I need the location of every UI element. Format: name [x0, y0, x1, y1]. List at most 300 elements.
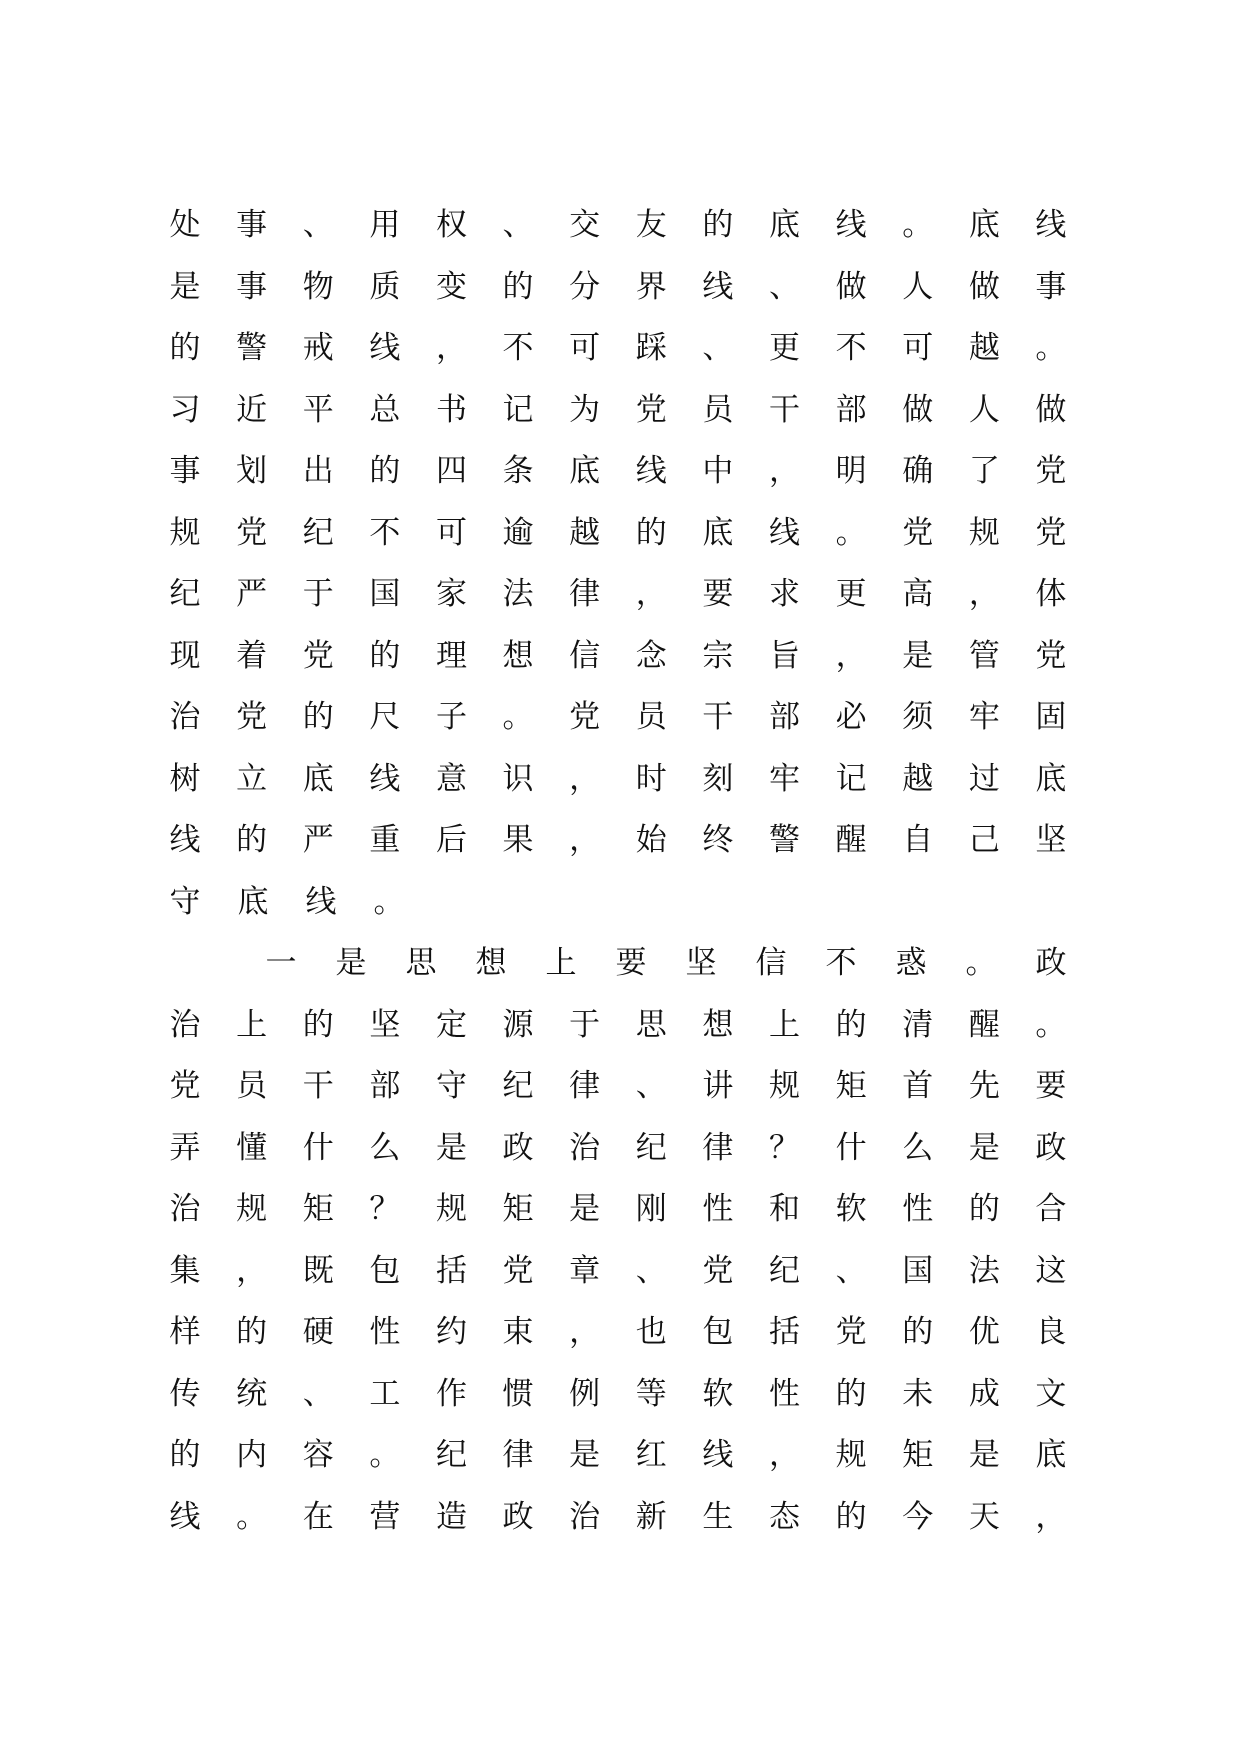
text-char: 高 — [902, 576, 934, 612]
text-char: 政 — [502, 1498, 534, 1535]
text-line — [168, 1497, 1068, 1559]
text-char: 、 — [768, 268, 800, 305]
text-char: 容 — [302, 1437, 334, 1473]
text-char: 成 — [968, 1375, 1000, 1412]
text-line — [168, 390, 1068, 452]
text-char: 的 — [835, 1375, 867, 1412]
text-char: 是 — [569, 1437, 601, 1473]
text-char: 记 — [502, 391, 534, 428]
text-char: 做 — [1035, 391, 1067, 428]
text-char: 用 — [369, 207, 401, 243]
text-char: 今 — [902, 1498, 934, 1535]
text-char: 思 — [405, 945, 437, 981]
text-char: 天 — [968, 1498, 1000, 1535]
text-char: 、 — [302, 207, 334, 243]
text-char: 确 — [902, 453, 934, 489]
text-char: 意 — [435, 760, 467, 797]
text-char: 矩 — [902, 1437, 934, 1473]
text-char: 理 — [435, 637, 467, 674]
text-char: 优 — [968, 1314, 1000, 1350]
text-char: 于 — [302, 576, 334, 612]
text-char: 。 — [502, 699, 534, 735]
body-text — [168, 205, 1068, 1558]
text-char: 为 — [569, 391, 601, 428]
text-char: 党 — [1035, 453, 1067, 489]
text-char: 线 — [369, 330, 401, 366]
text-char: 立 — [236, 760, 268, 797]
text-char: 惑 — [895, 945, 927, 981]
text-char: 界 — [635, 268, 667, 305]
text-char: ， — [1035, 1498, 1067, 1535]
text-char: 线 — [635, 453, 667, 489]
text-char: 规 — [835, 1437, 867, 1473]
text-char: 传 — [169, 1375, 201, 1412]
text-char: 生 — [702, 1498, 734, 1535]
text-char: 质 — [369, 268, 401, 305]
text-char: 规 — [169, 514, 201, 551]
text-char: 的 — [169, 330, 201, 366]
text-char: 良 — [1035, 1314, 1067, 1350]
text-char: 可 — [902, 330, 934, 366]
text-char: 过 — [968, 760, 1000, 797]
text-char: 党 — [702, 1252, 734, 1289]
text-char: ， — [968, 576, 1000, 612]
text-char: 不 — [502, 330, 534, 366]
text-char: 终 — [702, 822, 734, 858]
text-char: 党 — [236, 514, 268, 551]
text-char: 不 — [369, 514, 401, 551]
text-char: 源 — [502, 1006, 534, 1043]
text-char: 中 — [702, 453, 734, 489]
text-char: 处 — [169, 207, 201, 243]
text-char: 新 — [635, 1498, 667, 1535]
text-char: 治 — [569, 1498, 601, 1535]
text-char: 牢 — [968, 699, 1000, 735]
text-char: 的 — [968, 1191, 1000, 1227]
text-char: 上 — [545, 945, 577, 981]
text-char: 文 — [1035, 1375, 1067, 1412]
text-char: 不 — [825, 945, 857, 981]
text-char: 念 — [635, 637, 667, 674]
text-char: 须 — [902, 699, 934, 735]
text-char: 事 — [236, 207, 268, 243]
text-char: ， — [835, 637, 867, 674]
text-char: 纪 — [169, 576, 201, 612]
text-char: 更 — [835, 576, 867, 612]
text-char: 友 — [635, 207, 667, 243]
text-char: 着 — [236, 637, 268, 674]
text-char: 条 — [502, 453, 534, 489]
text-char: 尺 — [369, 699, 401, 735]
text-char: 党 — [1035, 637, 1067, 674]
text-line — [168, 1005, 1068, 1067]
text-char: 始 — [635, 822, 667, 858]
text-char: 括 — [435, 1252, 467, 1289]
text-char: 分 — [569, 268, 601, 305]
text-char: 线 — [305, 883, 337, 920]
text-char: 线 — [169, 822, 201, 858]
text-char: 重 — [369, 822, 401, 858]
text-char: 线 — [369, 760, 401, 797]
text-char: 上 — [768, 1006, 800, 1043]
text-char: 了 — [968, 453, 1000, 489]
text-line — [168, 1066, 1068, 1128]
text-char: 四 — [435, 453, 467, 489]
text-char: 。 — [902, 207, 934, 243]
text-char: 律 — [569, 1068, 601, 1104]
text-char: 统 — [236, 1375, 268, 1412]
text-char: 事 — [169, 453, 201, 489]
text-line — [168, 1189, 1068, 1251]
text-char: 记 — [835, 760, 867, 797]
text-char: ， — [635, 576, 667, 612]
text-char: 越 — [968, 330, 1000, 366]
text-char: 党 — [835, 1314, 867, 1350]
text-char: 党 — [569, 699, 601, 735]
text-char: 的 — [369, 637, 401, 674]
text-char: 性 — [369, 1314, 401, 1350]
text-char: 刻 — [702, 760, 734, 797]
text-char: 约 — [435, 1314, 467, 1350]
text-line — [168, 1374, 1068, 1436]
text-line — [168, 820, 1068, 882]
text-char: 不 — [835, 330, 867, 366]
text-char: 于 — [569, 1006, 601, 1043]
text-char: 的 — [835, 1498, 867, 1535]
text-line — [168, 636, 1068, 698]
text-char: 权 — [435, 207, 467, 243]
text-line — [168, 574, 1068, 636]
text-char: 可 — [569, 330, 601, 366]
text-char: ？ — [369, 1191, 401, 1227]
text-char: 党 — [635, 391, 667, 428]
text-char: 坚 — [369, 1006, 401, 1043]
text-char: 律 — [502, 1437, 534, 1473]
text-char: 软 — [835, 1191, 867, 1227]
text-char: 牢 — [768, 760, 800, 797]
text-char: 员 — [702, 391, 734, 428]
text-char: 信 — [569, 637, 601, 674]
text-char: 习 — [169, 391, 201, 428]
text-line — [168, 451, 1068, 513]
text-line-indented — [168, 943, 1068, 1005]
text-char: 要 — [615, 945, 647, 981]
text-char: 性 — [902, 1191, 934, 1227]
text-char: 底 — [702, 514, 734, 551]
text-char: 思 — [635, 1006, 667, 1043]
text-char: 党 — [1035, 514, 1067, 551]
text-char: 造 — [435, 1498, 467, 1535]
text-char: 想 — [475, 945, 507, 981]
text-char: 纪 — [435, 1437, 467, 1473]
text-char: 逾 — [502, 514, 534, 551]
text-char: 员 — [635, 699, 667, 735]
text-char: 。 — [965, 945, 997, 981]
text-char: 做 — [902, 391, 934, 428]
text-char: 可 — [435, 514, 467, 551]
text-char: 政 — [1035, 1129, 1067, 1166]
text-char: 定 — [435, 1006, 467, 1043]
text-char: 性 — [702, 1191, 734, 1227]
text-char: 国 — [369, 576, 401, 612]
text-char: 警 — [768, 822, 800, 858]
text-char: 的 — [236, 822, 268, 858]
text-char: 变 — [435, 268, 467, 305]
text-char: 明 — [835, 453, 867, 489]
text-char: 束 — [502, 1314, 534, 1350]
text-char: 线 — [702, 1437, 734, 1473]
text-char: 规 — [768, 1068, 800, 1104]
text-char: 必 — [835, 699, 867, 735]
text-char: 样 — [169, 1314, 201, 1350]
text-char: 事 — [236, 268, 268, 305]
text-line — [168, 1435, 1068, 1497]
text-char: 法 — [502, 576, 534, 612]
text-char: 底 — [768, 207, 800, 243]
text-char: 底 — [1035, 760, 1067, 797]
text-line — [168, 1128, 1068, 1190]
text-char: 首 — [902, 1068, 934, 1104]
text-char: 。 — [1035, 330, 1067, 366]
text-line — [168, 267, 1068, 329]
text-char: 治 — [569, 1129, 601, 1166]
text-char: 总 — [369, 391, 401, 428]
text-char: 、 — [302, 1375, 334, 1412]
text-char: 出 — [302, 453, 334, 489]
text-char: 底 — [1035, 1437, 1067, 1473]
text-char: 是 — [569, 1191, 601, 1227]
text-char: 的 — [302, 699, 334, 735]
text-line — [168, 1312, 1068, 1374]
text-char: 党 — [502, 1252, 534, 1289]
text-char: 的 — [369, 453, 401, 489]
text-char: 。 — [373, 883, 405, 920]
text-char: 旨 — [768, 637, 800, 674]
text-char: 干 — [768, 391, 800, 428]
text-char: 弄 — [169, 1129, 201, 1166]
text-char: 体 — [1035, 576, 1067, 612]
text-char: 时 — [635, 760, 667, 797]
text-char: 部 — [768, 699, 800, 735]
text-char: 守 — [169, 883, 201, 920]
text-char: 干 — [702, 699, 734, 735]
text-char: ， — [569, 1314, 601, 1350]
text-char: 国 — [902, 1252, 934, 1289]
text-char: 治 — [169, 1006, 201, 1043]
text-char: 党 — [236, 699, 268, 735]
text-char: 守 — [435, 1068, 467, 1104]
text-char: 要 — [1035, 1068, 1067, 1104]
text-char: 后 — [435, 822, 467, 858]
text-char: 先 — [968, 1068, 1000, 1104]
text-char: 要 — [702, 576, 734, 612]
text-char: 纪 — [635, 1129, 667, 1166]
text-char: 划 — [236, 453, 268, 489]
text-line — [168, 513, 1068, 575]
text-line — [168, 759, 1068, 821]
text-char: 的 — [902, 1314, 934, 1350]
text-char: 做 — [835, 268, 867, 305]
text-char: 规 — [435, 1191, 467, 1227]
text-char: 是 — [435, 1129, 467, 1166]
text-char: 识 — [502, 760, 534, 797]
text-char: 现 — [169, 637, 201, 674]
text-char: ， — [569, 760, 601, 797]
text-char: 么 — [902, 1129, 934, 1166]
text-char: 想 — [502, 637, 534, 674]
text-char: 交 — [569, 207, 601, 243]
text-char: ？ — [768, 1129, 800, 1166]
text-char: 法 — [968, 1252, 1000, 1289]
text-char: 底 — [237, 883, 269, 920]
text-char: 矩 — [835, 1068, 867, 1104]
text-char: 警 — [236, 330, 268, 366]
text-char: 矩 — [502, 1191, 534, 1227]
text-char: ， — [569, 822, 601, 858]
text-char: 平 — [302, 391, 334, 428]
text-line — [168, 1251, 1068, 1313]
text-char: 是 — [968, 1437, 1000, 1473]
text-char: 越 — [569, 514, 601, 551]
text-char: 一 — [265, 945, 297, 981]
text-char: 做 — [968, 268, 1000, 305]
text-char: 。 — [835, 514, 867, 551]
text-char: 线 — [835, 207, 867, 243]
text-char: 懂 — [236, 1129, 268, 1166]
text-char: 的 — [702, 207, 734, 243]
text-char: 、 — [502, 207, 534, 243]
text-char: 括 — [768, 1314, 800, 1350]
text-char: 己 — [968, 822, 1000, 858]
text-char: 严 — [236, 576, 268, 612]
text-char: 集 — [169, 1252, 201, 1289]
text-char: 营 — [369, 1498, 401, 1535]
text-char: ， — [435, 330, 467, 366]
text-char: ， — [768, 453, 800, 489]
text-char: 矩 — [302, 1191, 334, 1227]
text-char: 的 — [236, 1314, 268, 1350]
text-char: 部 — [835, 391, 867, 428]
text-char: 什 — [835, 1129, 867, 1166]
text-char: 在 — [302, 1498, 334, 1535]
text-char: 也 — [635, 1314, 667, 1350]
text-char: 线 — [169, 1498, 201, 1535]
text-line — [168, 882, 1068, 944]
text-char: 底 — [569, 453, 601, 489]
text-char: 性 — [768, 1375, 800, 1412]
text-char: 作 — [435, 1375, 467, 1412]
text-char: 治 — [169, 699, 201, 735]
text-char: 党 — [169, 1068, 201, 1104]
text-char: 政 — [1035, 945, 1067, 981]
text-char: 宗 — [702, 637, 734, 674]
text-char: 书 — [435, 391, 467, 428]
text-char: ， — [768, 1437, 800, 1473]
text-char: 的 — [835, 1006, 867, 1043]
text-char: 么 — [369, 1129, 401, 1166]
text-char: 章 — [569, 1252, 601, 1289]
text-char: 物 — [302, 268, 334, 305]
text-char: 自 — [902, 822, 934, 858]
text-line — [168, 697, 1068, 759]
text-char: 、 — [635, 1068, 667, 1104]
text-char: 硬 — [302, 1314, 334, 1350]
text-char: 、 — [635, 1252, 667, 1289]
text-char: 子 — [435, 699, 467, 735]
text-char: 的 — [302, 1006, 334, 1043]
text-char: 醒 — [968, 1006, 1000, 1043]
text-char: 是 — [902, 637, 934, 674]
text-char: 治 — [169, 1191, 201, 1227]
text-char: 未 — [902, 1375, 934, 1412]
text-char: 什 — [302, 1129, 334, 1166]
text-char: 线 — [1035, 207, 1067, 243]
text-char: 坚 — [685, 945, 717, 981]
text-char: 等 — [635, 1375, 667, 1412]
text-char: 是 — [968, 1129, 1000, 1166]
text-char: 党 — [302, 637, 334, 674]
text-char: 员 — [236, 1068, 268, 1104]
text-char: 包 — [369, 1252, 401, 1289]
text-char: 求 — [768, 576, 800, 612]
text-char: 更 — [768, 330, 800, 366]
text-char: 例 — [569, 1375, 601, 1412]
text-char: 。 — [369, 1437, 401, 1473]
text-char: 包 — [702, 1314, 734, 1350]
text-char: 管 — [968, 637, 1000, 674]
text-char: 律 — [569, 576, 601, 612]
text-char: 工 — [369, 1375, 401, 1412]
text-char: 越 — [902, 760, 934, 797]
text-char: ， — [236, 1252, 268, 1289]
text-char: 线 — [768, 514, 800, 551]
text-char: 近 — [236, 391, 268, 428]
text-char: 信 — [755, 945, 787, 981]
text-char: 固 — [1035, 699, 1067, 735]
text-char: 、 — [835, 1252, 867, 1289]
text-char: 的 — [169, 1437, 201, 1473]
text-char: 纪 — [502, 1068, 534, 1104]
text-char: 纪 — [768, 1252, 800, 1289]
text-char: 树 — [169, 760, 201, 797]
text-char: 事 — [1035, 268, 1067, 305]
text-char: 既 — [302, 1252, 334, 1289]
text-char: 讲 — [702, 1068, 734, 1104]
text-char: 人 — [968, 391, 1000, 428]
text-char: 醒 — [835, 822, 867, 858]
text-char: 规 — [236, 1191, 268, 1227]
text-char: 果 — [502, 822, 534, 858]
text-char: 底 — [968, 207, 1000, 243]
text-char: 这 — [1035, 1252, 1067, 1289]
text-line — [168, 205, 1068, 267]
text-char: 人 — [902, 268, 934, 305]
text-char: 干 — [302, 1068, 334, 1104]
text-char: 戒 — [302, 330, 334, 366]
text-char: 红 — [635, 1437, 667, 1473]
text-char: 和 — [768, 1191, 800, 1227]
text-char: 软 — [702, 1375, 734, 1412]
text-char: 态 — [768, 1498, 800, 1535]
text-char: 的 — [635, 514, 667, 551]
text-char: 是 — [169, 268, 201, 305]
text-char: 的 — [502, 268, 534, 305]
text-char: 惯 — [502, 1375, 534, 1412]
text-char: 党 — [902, 514, 934, 551]
text-char: 部 — [369, 1068, 401, 1104]
text-char: 严 — [302, 822, 334, 858]
text-char: 想 — [702, 1006, 734, 1043]
